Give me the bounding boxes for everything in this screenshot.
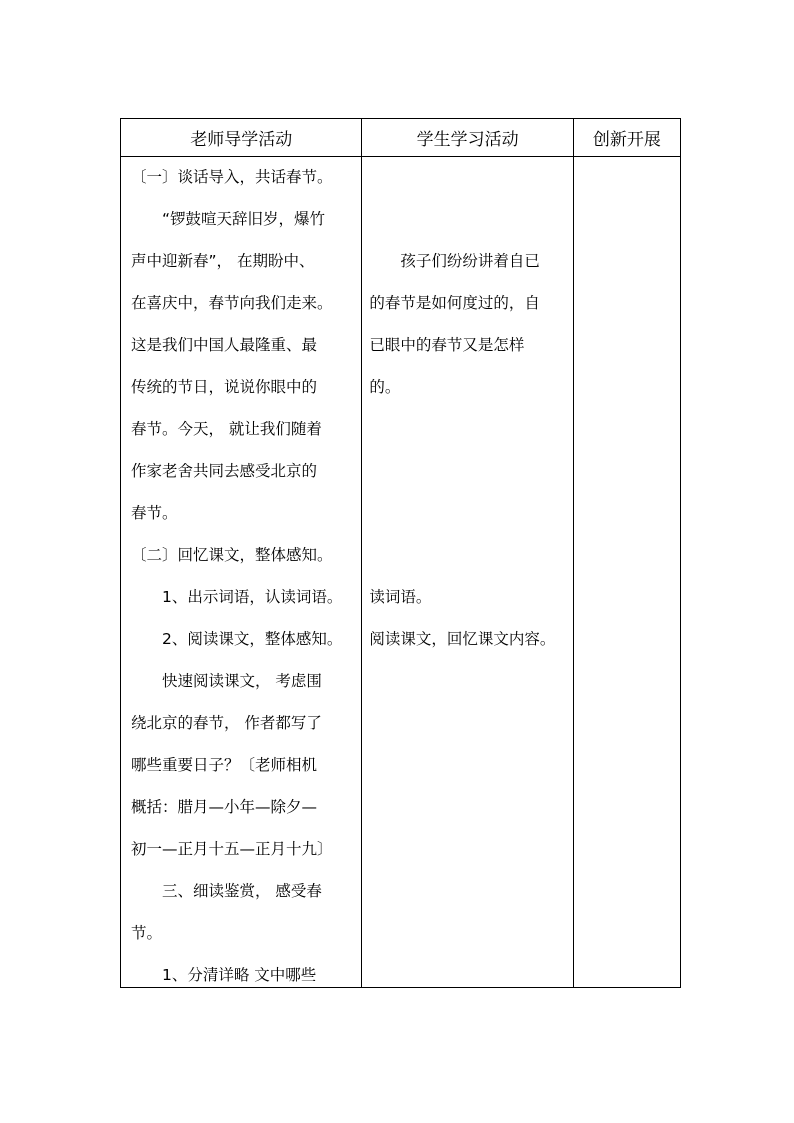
student-line: 已眼中的春节又是怎样 xyxy=(369,336,525,354)
header-innovation: 创新开展 xyxy=(573,119,680,157)
teacher-activity-cell xyxy=(121,157,362,988)
header-student-activity: 学生学习活动 xyxy=(362,119,573,157)
teacher-line: 初一—正月十五—正月十九〕 xyxy=(131,840,333,858)
student-line: 的春节是如何度过的，自 xyxy=(369,294,540,312)
teacher-line: 这是我们中国人最隆重、最 xyxy=(131,336,318,354)
teacher-line: “锣鼓喧天辞旧岁，爆竹 xyxy=(131,210,326,228)
teacher-line: 声中迎新春”， 在期盼中、 xyxy=(131,252,315,270)
teacher-line: 春节。今天， 就让我们随着 xyxy=(131,420,322,438)
student-line: 孩子们纷纷讲着自已 xyxy=(369,252,540,270)
student-line: 阅读课文，回忆课文内容。 xyxy=(369,630,556,648)
teacher-line: 哪些重要日子？〔老师相机 xyxy=(131,756,318,774)
teacher-line: 1、分清详略 文中哪些 xyxy=(131,966,317,984)
teacher-line: 快速阅读课文， 考虑围 xyxy=(131,672,322,690)
teacher-line: 在喜庆中，春节向我们走来。 xyxy=(131,294,333,312)
student-line: 的。 xyxy=(369,378,401,396)
lesson-plan-table xyxy=(120,118,681,988)
header-teacher-activity: 老师导学活动 xyxy=(121,119,362,157)
teacher-line: 2、阅读课文，整体感知。 xyxy=(131,630,343,648)
content-row xyxy=(121,157,681,988)
student-line: 读词语。 xyxy=(369,588,432,606)
student-activity-cell xyxy=(362,157,573,988)
teacher-line: 〔一〕谈话导入，共话春节。 xyxy=(131,168,333,186)
teacher-line: 节。 xyxy=(131,924,163,942)
teacher-line: 〔二〕回忆课文，整体感知。 xyxy=(131,546,333,564)
header-row xyxy=(121,119,681,157)
teacher-line: 绕北京的春节， 作者都写了 xyxy=(131,714,322,732)
teacher-line: 传统的节日，说说你眼中的 xyxy=(131,378,318,396)
teacher-line: 1、出示词语，认读词语。 xyxy=(131,588,343,606)
teacher-line: 概括：腊月—小年—除夕— xyxy=(131,798,318,816)
teacher-line: 春节。 xyxy=(131,504,178,522)
teacher-line: 作家老舍共同去感受北京的 xyxy=(131,462,318,480)
teacher-line: 三、细读鉴赏， 感受春 xyxy=(131,882,322,900)
innovation-cell xyxy=(573,157,680,988)
